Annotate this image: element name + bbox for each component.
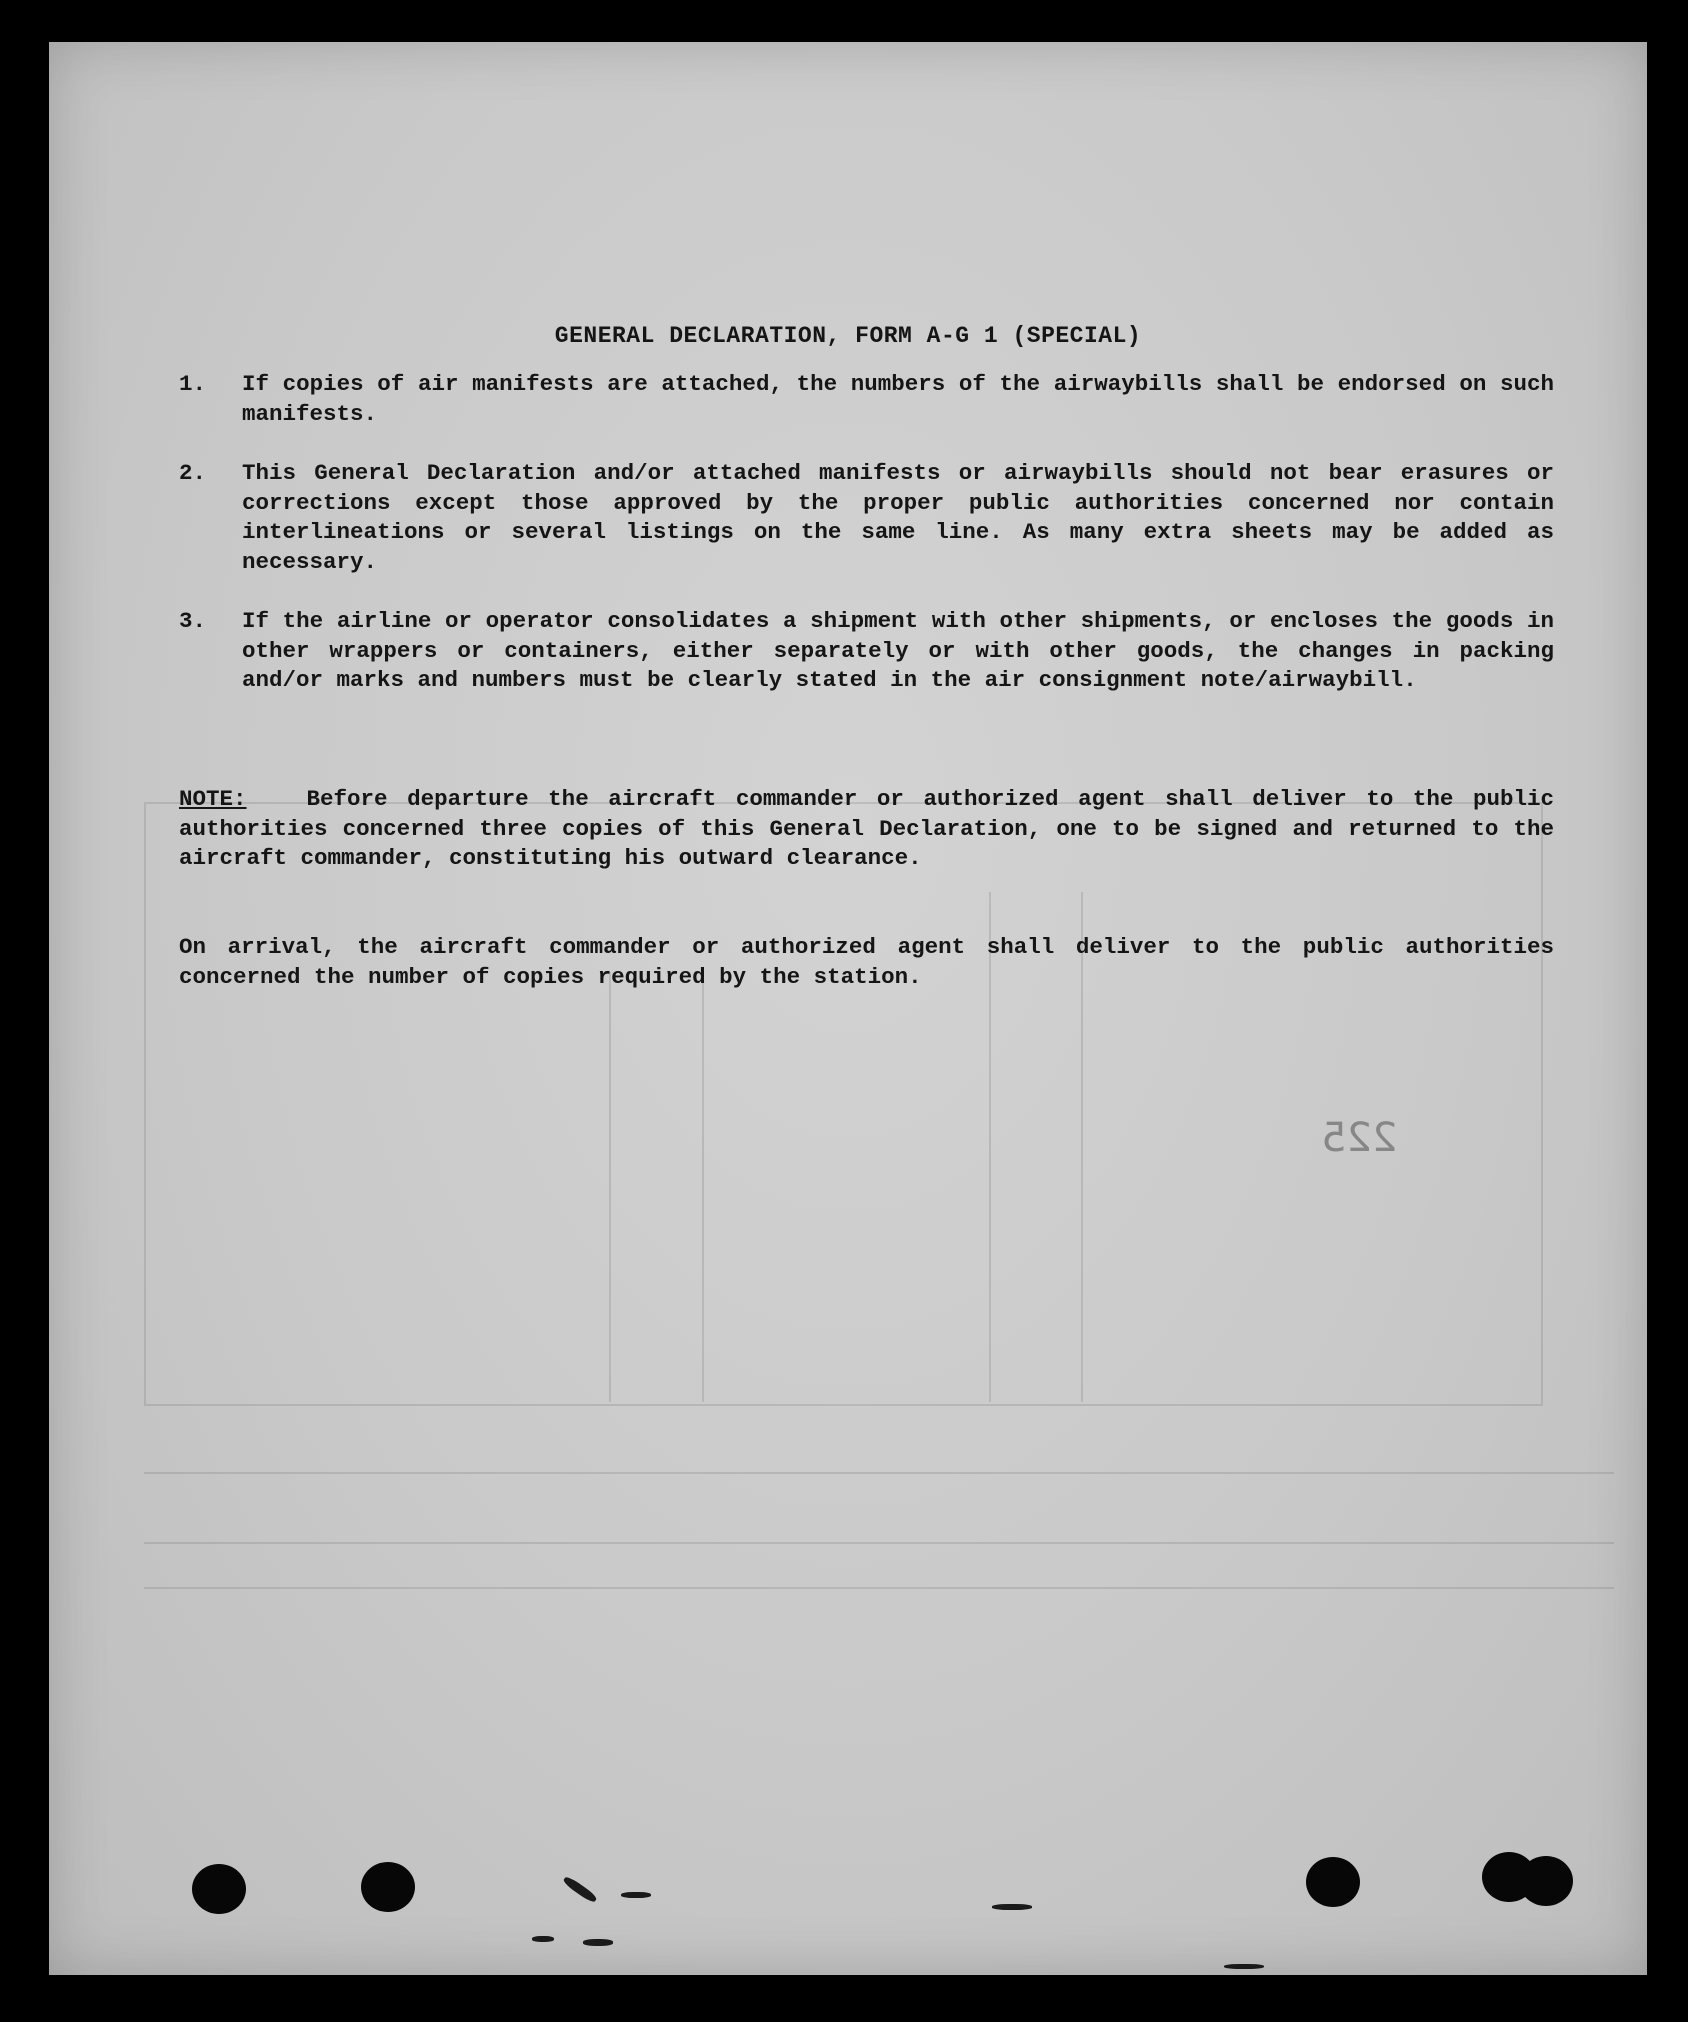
item-text: This General Declaration and/or attached manifests or airwaybills should not bear erasures or corrections except those approved by the proper public authorities concerned nor contain interlineations or several listings on the same line. As many extra sheets may be added as necessary.: [242, 460, 1554, 575]
bleed-through-line: [609, 972, 611, 1402]
item-number: 1.: [179, 371, 207, 397]
instruction-item-1: [179, 370, 1554, 429]
bleed-through-frame: [144, 802, 1543, 1406]
ink-smudge: [583, 1939, 613, 1946]
instruction-item-3: [179, 607, 1554, 696]
document-page: [49, 42, 1647, 1975]
item-text: If copies of air manifests are attached, the numbers of the airwaybills shall be endorsed on such manifests.: [242, 371, 1554, 427]
ink-smudge: [621, 1892, 651, 1898]
bleed-through-line: [702, 972, 704, 1402]
bleed-through-line: [144, 1472, 1614, 1474]
arrival-paragraph: On arrival, the aircraft commander or authorized agent shall deliver to the public authorities concerned the number of copies required by the station.: [179, 934, 1554, 990]
ink-smudge: [1224, 1964, 1264, 1969]
ink-smudge: [532, 1936, 554, 1942]
document-title: GENERAL DECLARATION, FORM A-G 1 (SPECIAL): [554, 323, 1142, 349]
item-number: 2.: [179, 460, 207, 486]
punch-hole: [192, 1864, 246, 1914]
instruction-item-2: [179, 459, 1554, 577]
note-label: NOTE:: [179, 786, 247, 812]
ink-smudge: [992, 1904, 1032, 1910]
ink-smudge: [562, 1875, 598, 1904]
bleed-through-line: [144, 1542, 1614, 1544]
note-paragraph: [179, 785, 1554, 874]
bleed-through-number: 225: [1321, 1115, 1398, 1161]
bleed-through-line: [144, 1587, 1614, 1589]
item-text: If the airline or operator consolidates a shipment with other shipments, or encloses the goods in other wrappers or containers, either separately or with other goods, the changes in packing and/or marks and numbers must be clearly stated in the air consignment note/airwaybill.: [242, 608, 1554, 693]
punch-hole: [1306, 1857, 1360, 1907]
punch-hole: [361, 1862, 415, 1912]
punch-hole: [1519, 1856, 1573, 1906]
note-text: Before departure the aircraft commander or authorized agent shall deliver to the public authorities concerned three copies of this General Declaration, one to be signed and returned to the aircraft commander, constituting his outward clearance.: [179, 786, 1554, 871]
item-number: 3.: [179, 608, 207, 634]
